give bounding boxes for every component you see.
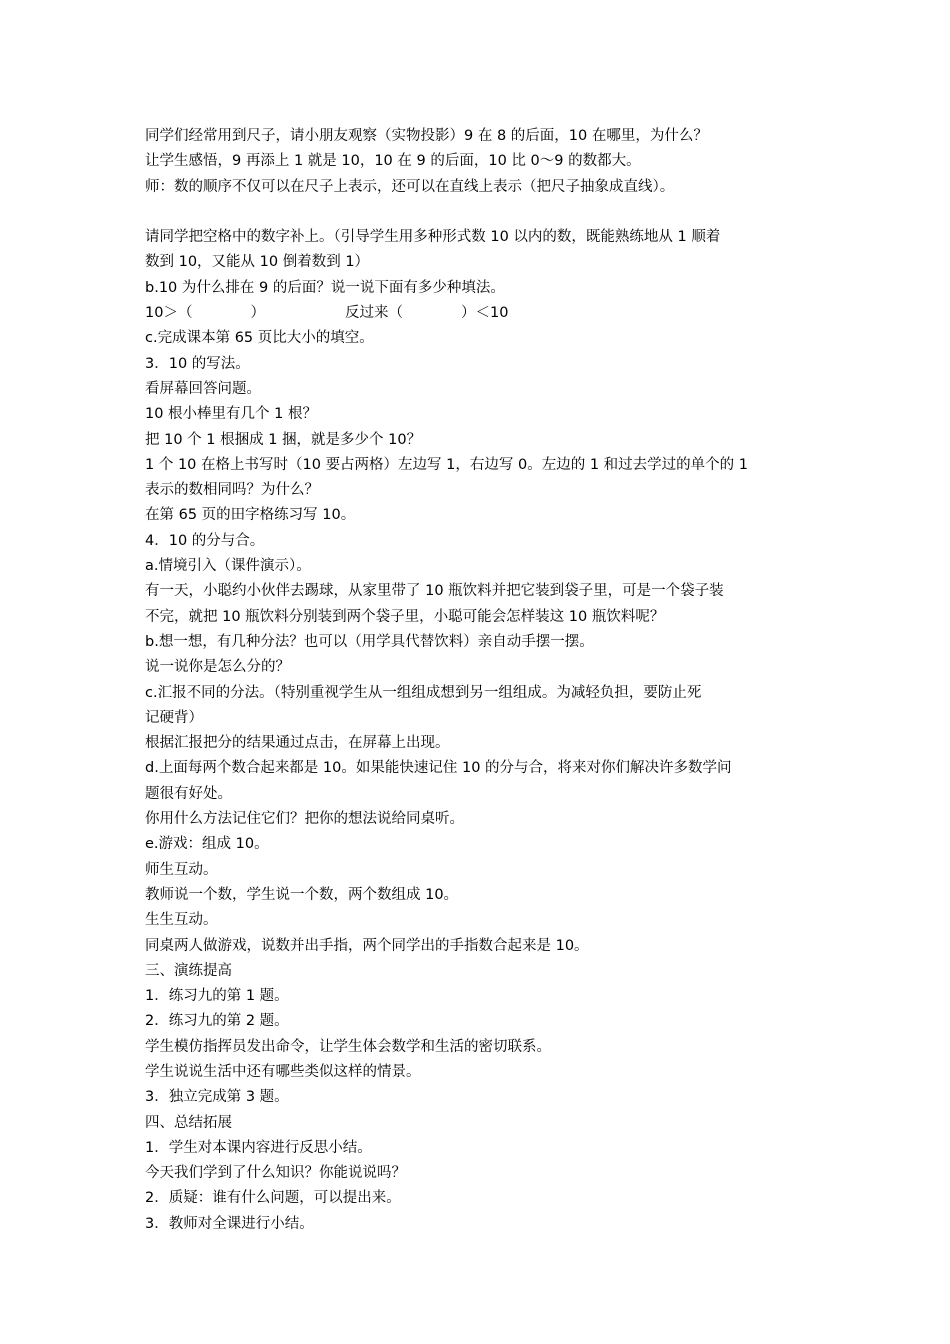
paragraph-line: 数到 10，又能从 10 倒着数到 1） bbox=[145, 254, 370, 271]
paragraph-line: 请同学把空格中的数字补上。（引导学生用多种形式数 10 以内的数，既能熟练地从 1 顺着 bbox=[145, 229, 721, 246]
document-body bbox=[145, 124, 813, 1237]
paragraph-line: 2．质疑：谁有什么问题，可以提出来。 bbox=[145, 1190, 401, 1207]
section-heading: 4．10 的分与合。 bbox=[145, 532, 265, 549]
paragraph-line: 记硬背） bbox=[145, 709, 203, 726]
paragraph-line: 10 根小棒里有几个 1 根？ bbox=[145, 406, 318, 423]
paragraph-line: c.完成课本第 65 页比大小的填空。 bbox=[145, 330, 374, 347]
paragraph-line: 学生模仿指挥员发出命令，让学生体会数学和生活的密切联系。 bbox=[145, 1038, 551, 1055]
paragraph-line: d.上面每两个数合起来都是 10。如果能快速记住 10 的分与合，将来对你们解决许多数学问 bbox=[145, 760, 732, 777]
fill-blank-row bbox=[145, 301, 813, 326]
paragraph-line: e.游戏：组成 10。 bbox=[145, 836, 269, 853]
paragraph-line: 1 个 10 在格上书写时（10 要占两格）左边写 1，右边写 0。左边的 1 和过去学过的单个的 1 bbox=[145, 456, 749, 473]
paragraph-line: c.汇报不同的分法。（特别重视学生从一组组成想到另一组组成。为减轻负担，要防止死 bbox=[145, 684, 702, 701]
paragraph-line: 不完，就把 10 瓶饮料分别装到两个袋子里，小聪可能会怎样装这 10 瓶饮料呢？ bbox=[145, 608, 665, 625]
paragraph-line: 同桌两人做游戏，说数并出手指，两个同学出的手指数合起来是 10。 bbox=[145, 937, 589, 954]
paragraph-line: a.情境引入（课件演示）。 bbox=[145, 558, 311, 575]
fill-blank-greater: 10＞（ ） bbox=[145, 305, 265, 322]
paragraph-line: 3．教师对全课进行小结。 bbox=[145, 1215, 314, 1232]
paragraph-line: 看屏幕回答问题。 bbox=[145, 380, 261, 397]
fill-blank-less: 反过来（ ）＜10 bbox=[345, 305, 509, 322]
paragraph-line: 3．独立完成第 3 题。 bbox=[145, 1089, 289, 1106]
paragraph-line: 说一说你是怎么分的？ bbox=[145, 659, 290, 676]
paragraph-line: 1．学生对本课内容进行反思小结。 bbox=[145, 1139, 372, 1156]
blank-line bbox=[145, 200, 813, 225]
section-heading: 三、演练提高 bbox=[145, 962, 232, 979]
paragraph-line: b.想一想，有几种分法？也可以（用学具代替饮料）亲自动手摆一摆。 bbox=[145, 633, 594, 650]
paragraph-line: 1．练习九的第 1 题。 bbox=[145, 988, 289, 1005]
paragraph-line: 同学们经常用到尺子，请小朋友观察（实物投影）9 在 8 的后面，10 在哪里，为什么？ bbox=[145, 128, 708, 144]
paragraph-line: 你用什么方法记住它们？把你的想法说给同桌听。 bbox=[145, 811, 464, 828]
paragraph-line: 表示的数相同吗？为什么？ bbox=[145, 482, 319, 499]
section-heading: 3．10 的写法。 bbox=[145, 355, 250, 372]
paragraph-line: 学生说说生活中还有哪些类似这样的情景。 bbox=[145, 1063, 421, 1080]
paragraph-line: 有一天，小聪约小伙伴去踢球，从家里带了 10 瓶饮料并把它装到袋子里，可是一个袋子装 bbox=[145, 583, 724, 600]
paragraph-line: 生生互动。 bbox=[145, 912, 218, 929]
paragraph-line: 教师说一个数，学生说一个数，两个数组成 10。 bbox=[145, 886, 459, 903]
section-heading: 四、总结拓展 bbox=[145, 1114, 232, 1131]
paragraph-line: 今天我们学到了什么知识？你能说说吗？ bbox=[145, 1165, 406, 1182]
paragraph-line: 师：数的顺序不仅可以在尺子上表示，还可以在直线上表示（把尺子抽象成直线）。 bbox=[145, 178, 675, 195]
paragraph-line: 在第 65 页的田字格练习写 10。 bbox=[145, 507, 356, 524]
paragraph-line: 根据汇报把分的结果通过点击，在屏幕上出现。 bbox=[145, 735, 450, 752]
paragraph-line: 师生互动。 bbox=[145, 861, 218, 878]
paragraph-line: 让学生感悟，9 再添上 1 就是 10，10 在 9 的后面，10 比 0～9 的数都大。 bbox=[145, 153, 641, 170]
paragraph-line: 题很有好处。 bbox=[145, 785, 232, 802]
paragraph-line: b.10 为什么排在 9 的后面？说一说下面有多少种填法。 bbox=[145, 279, 505, 296]
paragraph-line: 2．练习九的第 2 题。 bbox=[145, 1013, 289, 1030]
paragraph-line: 把 10 个 1 根捆成 1 捆，就是多少个 10？ bbox=[145, 431, 422, 448]
